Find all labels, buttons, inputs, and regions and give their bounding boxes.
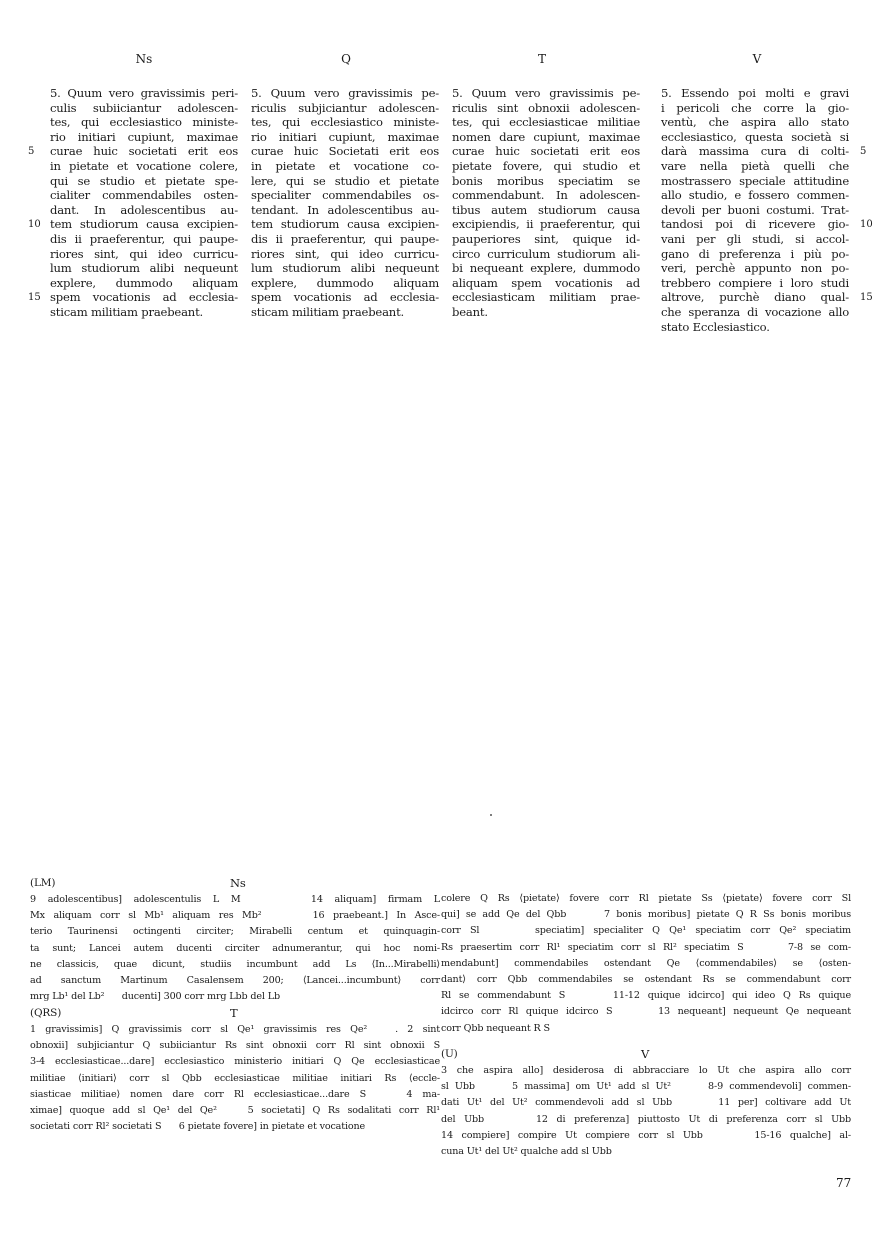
text-line: dis ii praeferentur, qui paupe- — [251, 231, 439, 246]
text-line: explere, dummodo aliquam — [50, 275, 238, 290]
witnesses-label: (QRS) — [30, 1007, 62, 1019]
text-line: bi nequeant explere, dummodo — [452, 261, 640, 276]
text-line: excipiendis, ii praeferentur, qui — [452, 217, 640, 232]
apparatus-line: mrg Lb¹ del Lb² ducenti] 300 corr mrg Lbb del Lb — [30, 991, 280, 1003]
text-line: pauperiores sint, quique id- — [452, 231, 640, 246]
text-line: devoli per buoni costumi. Trat- — [661, 202, 849, 217]
text-line: 5. Quum vero gravissimis pe- — [251, 86, 439, 100]
apparatus-line: ne classicis, quae dicunt, studiis incumbunt add Ls ⟨In...Mirabelli⟩ — [30, 958, 440, 970]
text-line: i pericoli che corre la gio- — [661, 100, 849, 115]
text-line: aliquam spem vocationis ad — [452, 275, 640, 290]
text-line: culis subiiciantur adolescen- — [50, 100, 238, 115]
apparatus-siglum: V — [641, 1047, 650, 1061]
apparatus-line: dati Ut¹ del Ut² commendevoli add sl Ubb 11 per] coltivare add Ut — [441, 1097, 851, 1109]
text-line: in pietate et vocatione colere, — [50, 158, 238, 173]
apparatus-line: dant⟩ corr Qbb commendabiles se ostendant Rs se commendabunt corr — [441, 973, 851, 985]
text-column — [452, 86, 640, 320]
text-column — [661, 86, 849, 334]
text-line: riores sint, qui ideo curricu- — [251, 246, 439, 261]
text-line: gano di preferenza i più po- — [661, 246, 849, 261]
text-line: lere, qui se studio et pietate — [251, 173, 439, 188]
apparatus-header — [30, 874, 440, 892]
text-line: sticam militiam praebeant. — [50, 304, 204, 319]
text-line: veri, perchè appunto non po- — [661, 261, 849, 276]
line-number: 5 — [860, 146, 867, 158]
page-number: 77 — [836, 1176, 852, 1190]
apparatus-line: idcirco corr Rl quique idcirco S 13 nequeant] nequeunt Qe nequeant — [441, 1006, 851, 1018]
apparatus-line: del Ubb 12 di preferenza] piuttosto Ut di preferenza corr sl Ubb — [441, 1113, 851, 1125]
apparatus-line: militiae ⟨initiari⟩ corr sl Qbb ecclesiasticae militiae initiari Rs ⟨eccle- — [30, 1072, 440, 1084]
apparatus-line: ta sunt; Lancei autem ducenti circiter adnumerantur, qui hoc nomi- — [30, 942, 440, 954]
text-line: tes, qui ecclesiastico ministe- — [251, 115, 439, 130]
text-line: explere, dummodo aliquam — [251, 275, 439, 290]
text-line: allo studio, e fossero commen- — [661, 188, 849, 203]
text-line: dis ii praeferentur, qui paupe- — [50, 231, 238, 246]
apparatus-line: colere Q Rs ⟨pietate⟩ fovere corr Rl pietate Ss ⟨pietate⟩ fovere corr Sl — [441, 893, 851, 904]
text-line: sticam militiam praebeant. — [251, 304, 405, 319]
speck — [490, 814, 492, 816]
text-line: tes, qui ecclesiastico ministe- — [50, 115, 238, 130]
text-line: stato Ecclesiastico. — [661, 319, 770, 334]
line-number: 10 — [860, 219, 873, 231]
apparatus-line: corr Sl speciatim] specialiter Q Qe¹ speciatim corr Qe² speciatim — [441, 925, 851, 937]
text-line: altrove, purchè diano qual- — [661, 290, 849, 305]
text-line: tandosi poi di ricevere gio- — [661, 217, 849, 232]
text-line: spem vocationis ad ecclesia- — [251, 290, 439, 305]
text-column — [251, 86, 439, 320]
text-line: beant. — [452, 304, 488, 319]
text-line: spem vocationis ad ecclesia- — [50, 290, 238, 305]
apparatus-line: qui] se add Qe del Qbb 7 bonis moribus] pietate Q R Ss bonis moribus — [441, 909, 851, 921]
column-siglum: T — [537, 52, 546, 66]
apparatus-header — [30, 1004, 440, 1022]
apparatus-line: cuna Ut¹ del Ut² qualche add sl Ubb — [441, 1145, 612, 1157]
apparatus-line: obnoxii] subjiciantur Q subiiciantur Rs sint obnoxii corr Rl sint obnoxii S — [30, 1040, 440, 1052]
text-line: vani per gli studi, si accol- — [661, 231, 849, 246]
text-line: ventù, che aspira allo stato — [661, 115, 849, 130]
column-siglum: V — [752, 52, 762, 66]
apparatus-line: sl Ubb 5 massima] om Ut¹ add sl Ut² 8-9 commendevoli] commen- — [441, 1081, 851, 1093]
text-line: in pietate et vocatione co- — [251, 158, 439, 173]
apparatus-line: Rs praesertim corr Rl¹ speciatim corr sl Rl² speciatim S 7-8 se com- — [441, 941, 851, 953]
text-line: curae huic societati erit eos — [50, 144, 238, 159]
text-line: 5. Quum vero gravissimis peri- — [50, 86, 238, 100]
text-line: lum studiorum alibi nequeunt — [251, 261, 439, 276]
apparatus-line: 1 gravissimis] Q gravissimis corr sl Qe¹ gravissimis res Qe² . 2 sint — [30, 1024, 440, 1035]
text-line: riculis sint obnoxii adolescen- — [452, 100, 640, 115]
line-number: 15 — [28, 292, 41, 304]
apparatus-line: terio Taurinensi octingenti circiter; Mirabelli centum et quinquagin- — [30, 926, 440, 938]
witnesses-label: (LM) — [30, 877, 56, 889]
apparatus-line: societati corr Rl² societati S 6 pietate fovere] in pietate et vocatione — [30, 1121, 366, 1133]
text-line: vare nella pietà quelli che — [661, 158, 849, 173]
text-line: lum studiorum alibi nequeunt — [50, 261, 238, 276]
text-line: nomen dare cupiunt, maximae — [452, 129, 640, 144]
text-line: darà massima cura di colti- — [661, 144, 849, 159]
text-line: pietate fovere, qui studio et — [452, 158, 640, 173]
text-line: 5. Essendo poi molti e gravi — [661, 86, 849, 100]
text-line: trebbero compiere i loro studi — [661, 275, 849, 290]
apparatus-line: ximae] quoque add sl Qe¹ del Qe² 5 societati] Q Rs sodalitati corr Rl¹ — [30, 1104, 440, 1116]
apparatus-line: corr Qbb nequeant R S — [441, 1022, 550, 1034]
text-line: tendant. In adolescentibus au- — [251, 202, 439, 217]
apparatus-line: Mx aliquam corr sl Mb¹ aliquam res Mb² 16 praebeant.] In Asce- — [30, 910, 440, 922]
witnesses-label: (U) — [441, 1048, 458, 1060]
text-line: riores sint, qui ideo curricu- — [50, 246, 238, 261]
text-line: tem studiorum causa excipien- — [251, 217, 439, 232]
text-line: rio initiari cupiunt, maximae — [50, 129, 238, 144]
text-line: rio initiari cupiunt, maximae — [251, 129, 439, 144]
apparatus-line: ad sanctum Martinum Casalensem 200; ⟨Lancei...incumbunt⟩ corr — [30, 974, 440, 986]
apparatus-line: 3-4 ecclesiasticae...dare] ecclesiastico ministerio initiari Q Qe ecclesiasticae — [30, 1056, 440, 1068]
apparatus-line: 14 compiere] compire Ut compiere corr sl Ubb 15-16 qualche] al- — [441, 1129, 851, 1141]
text-line: tem studiorum causa excipien- — [50, 217, 238, 232]
apparatus-block — [441, 1045, 851, 1160]
apparatus-block — [441, 891, 851, 1037]
text-line: ecclesiasticam militiam prae- — [452, 290, 640, 305]
text-line: specialiter commendabiles os- — [251, 188, 439, 203]
line-number: 10 — [28, 219, 41, 231]
text-line: tibus autem studiorum causa — [452, 202, 640, 217]
text-line: qui se studio et pietate spe- — [50, 173, 238, 188]
text-line: curae huic Societati erit eos — [251, 144, 439, 159]
apparatus-line: 3 che aspira allo] desiderosa di abbracciare lo Ut che aspira allo corr — [441, 1065, 851, 1076]
text-line: che speranza di vocazione allo — [661, 304, 849, 319]
text-column — [50, 86, 238, 320]
text-line: curae huic societati erit eos — [452, 144, 640, 159]
text-line: riculis subjiciantur adolescen- — [251, 100, 439, 115]
text-line: ecclesiastico, questa società si — [661, 129, 849, 144]
text-line: mostrassero speciale attitudine — [661, 173, 849, 188]
text-line: bonis moribus speciatim se — [452, 173, 640, 188]
text-line: commendabunt. In adolescen- — [452, 188, 640, 203]
text-line: 5. Quum vero gravissimis pe- — [452, 86, 640, 100]
apparatus-siglum: Ns — [230, 876, 246, 890]
text-line: tes, qui ecclesiasticae militiae — [452, 115, 640, 130]
apparatus-line: Rl se commendabunt S 11-12 quique idcirco] qui ideo Q Rs quique — [441, 990, 851, 1002]
apparatus-siglum: T — [230, 1006, 238, 1020]
text-line: dant. In adolescentibus au- — [50, 202, 238, 217]
text-line: circo curriculum studiorum ali- — [452, 246, 640, 261]
apparatus-block — [30, 1004, 440, 1135]
apparatus-line: mendabunt] commendabiles ostendant Qe ⟨commendabiles⟩ se ⟨osten- — [441, 957, 851, 969]
line-number: 15 — [860, 292, 873, 304]
apparatus-line: siasticae militiae⟩ nomen dare corr Rl ecclesiasticae...dare S 4 ma- — [30, 1088, 440, 1100]
column-siglum: Ns — [135, 52, 153, 66]
text-line: cialiter commendabiles osten- — [50, 188, 238, 203]
line-number: 5 — [28, 146, 35, 158]
apparatus-line: 9 adolescentibus] adolescentulis L M 14 aliquam] firmam L — [30, 894, 440, 905]
column-siglum: Q — [341, 52, 351, 66]
apparatus-header — [441, 1045, 851, 1063]
apparatus-block — [30, 874, 440, 1005]
